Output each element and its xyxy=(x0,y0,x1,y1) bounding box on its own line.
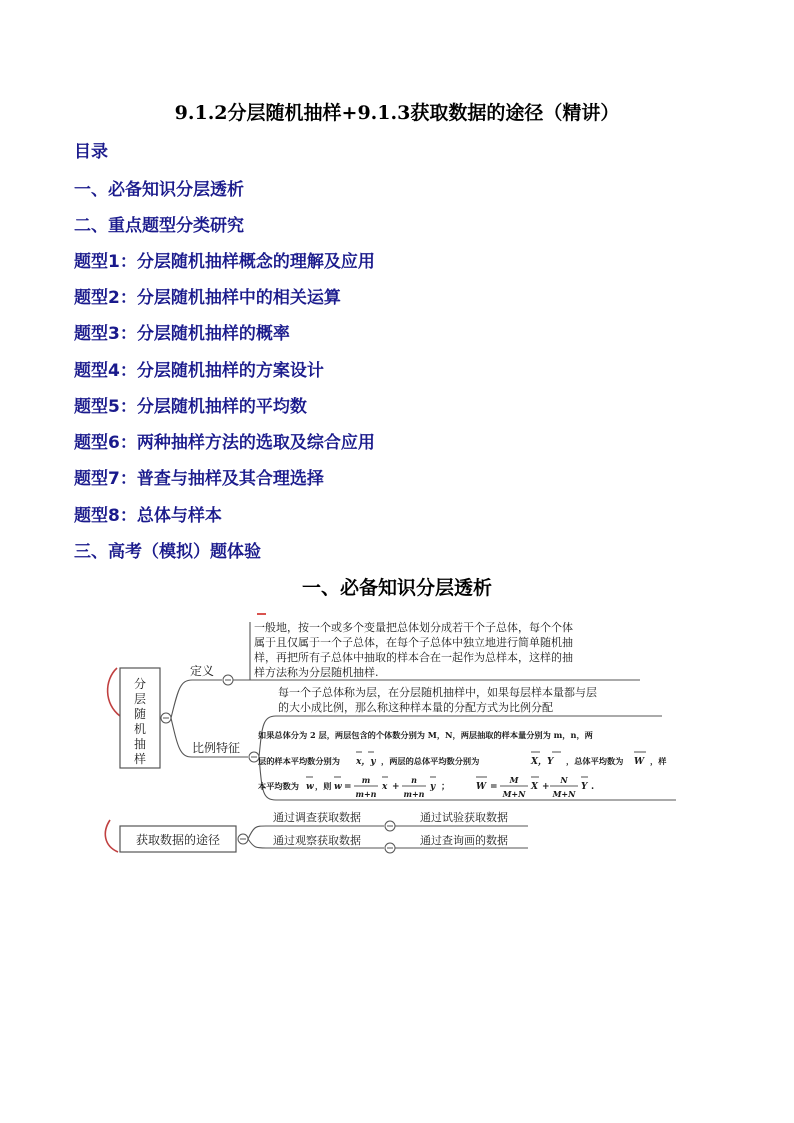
toc-item-section-2[interactable]: 二、重点题型分类研究 xyxy=(74,216,244,236)
toc-item-type-8[interactable]: 题型8：总体与样本 xyxy=(74,506,222,526)
formula-symbol: n xyxy=(411,775,417,785)
root-char: 抽 xyxy=(133,737,147,751)
formula-symbol: M xyxy=(509,775,519,785)
formula-symbol: M+N xyxy=(552,789,576,799)
formula-symbol: + xyxy=(392,782,400,792)
formula-symbol: . xyxy=(591,782,595,792)
root-char: 机 xyxy=(133,722,147,736)
formula-symbol: W xyxy=(634,757,645,767)
toc-item-section-1[interactable]: 一、必备知识分层透析 xyxy=(74,180,244,200)
formula-symbol: m xyxy=(361,775,371,785)
formula-text-line: ，两层的总体平均数分别为 xyxy=(381,756,480,766)
definition-text-line: 一般地，按一个或多个变量把总体划分成若干个子总体，每个个体 xyxy=(254,621,573,634)
formula-symbol: w xyxy=(334,782,342,792)
root-char: 样 xyxy=(133,752,147,766)
formula-symbol: X xyxy=(531,782,538,792)
formula-symbol: W xyxy=(476,782,487,792)
formula-symbol: = xyxy=(490,782,498,792)
formula-symbol: N xyxy=(560,775,568,785)
toc-item-type-1[interactable]: 题型1：分层随机抽样概念的理解及应用 xyxy=(74,252,375,272)
formula-symbol: ； xyxy=(441,782,451,792)
acquire-item[interactable]: 通过试验获取数据 xyxy=(420,811,508,824)
formula-symbol: y xyxy=(430,782,436,792)
formula-symbol: + xyxy=(542,782,550,792)
toc-item-type-2[interactable]: 题型2：分层随机抽样中的相关运算 xyxy=(74,288,341,308)
definition-text-line: 属于且仅属于一个子总体，在每个子总体中独立地进行简单随机抽 xyxy=(254,636,573,649)
acquire-item[interactable]: 通过调查获取数据 xyxy=(273,811,361,824)
section-heading: 一、必备知识分层透析 xyxy=(301,577,492,599)
formula-text-line: 本平均数为 xyxy=(258,781,299,791)
acquire-item[interactable]: 通过观察获取数据 xyxy=(273,834,361,847)
formula-symbol: = xyxy=(344,782,352,792)
branch-label-definition: 定义 xyxy=(190,664,215,678)
toc-item-section-3[interactable]: 三、高考（模拟）题体验 xyxy=(74,542,261,562)
toc-item-type-6[interactable]: 题型6：两种抽样方法的选取及综合应用 xyxy=(74,433,375,453)
formula-symbol: x，y xyxy=(356,757,376,767)
formula-text-line: 如果总体分为 2 层，两层包含的个体数分别为 M，N，两层抽取的样本量分别为 m，n，两 xyxy=(258,730,593,740)
toc-item-type-3[interactable]: 题型3：分层随机抽样的概率 xyxy=(74,324,290,344)
root-char: 随 xyxy=(133,707,147,721)
branch-label-ratio: 比例特征 xyxy=(192,741,241,755)
toc-item-type-7[interactable]: 题型7：普查与抽样及其合理选择 xyxy=(74,469,324,489)
root-char: 分 xyxy=(133,677,147,691)
formula-symbol: w xyxy=(306,782,314,792)
formula-symbol: m+n xyxy=(355,789,377,799)
acquire-root-label: 获取数据的途径 xyxy=(135,833,221,847)
root-curl xyxy=(108,668,120,716)
ratio-text-line: 的大小成比例，那么称这种样本量的分配方式为比例分配 xyxy=(278,701,553,714)
root-curl xyxy=(105,820,118,852)
toc-item-type-5[interactable]: 题型5：分层随机抽样的平均数 xyxy=(74,397,307,417)
acquire-item[interactable]: 通过查询画的数据 xyxy=(420,834,508,847)
ratio-text-line: 每一个子总体称为层，在分层随机抽样中，如果每层样本量都与层 xyxy=(278,686,597,699)
page-title: 9.1.2分层随机抽样+9.1.3获取数据的途径（精讲） xyxy=(174,102,620,124)
formula-text-line: ，总体平均数为 xyxy=(566,756,624,766)
formula-text-line: ，样 xyxy=(650,756,667,766)
formula-symbol: Y xyxy=(581,782,588,792)
definition-text-line: 样，再把所有子总体中抽取的样本合在一起作为总样本，这样的抽 xyxy=(254,651,573,664)
formula-symbol: X，Y xyxy=(531,757,554,767)
definition-text-line: 样方法称为分层随机抽样. xyxy=(254,666,379,679)
formula-symbol: M+N xyxy=(502,789,526,799)
toc-heading[interactable]: 目录 xyxy=(74,142,108,162)
toc-item-type-4[interactable]: 题型4：分层随机抽样的方案设计 xyxy=(74,361,324,381)
root-char: 层 xyxy=(133,692,147,706)
formula-symbol: m+n xyxy=(403,789,425,799)
formula-text-line: ，则 xyxy=(315,781,332,791)
formula-text-line: 层的样本平均数分别为 xyxy=(258,756,340,766)
formula-symbol: x xyxy=(382,782,388,792)
